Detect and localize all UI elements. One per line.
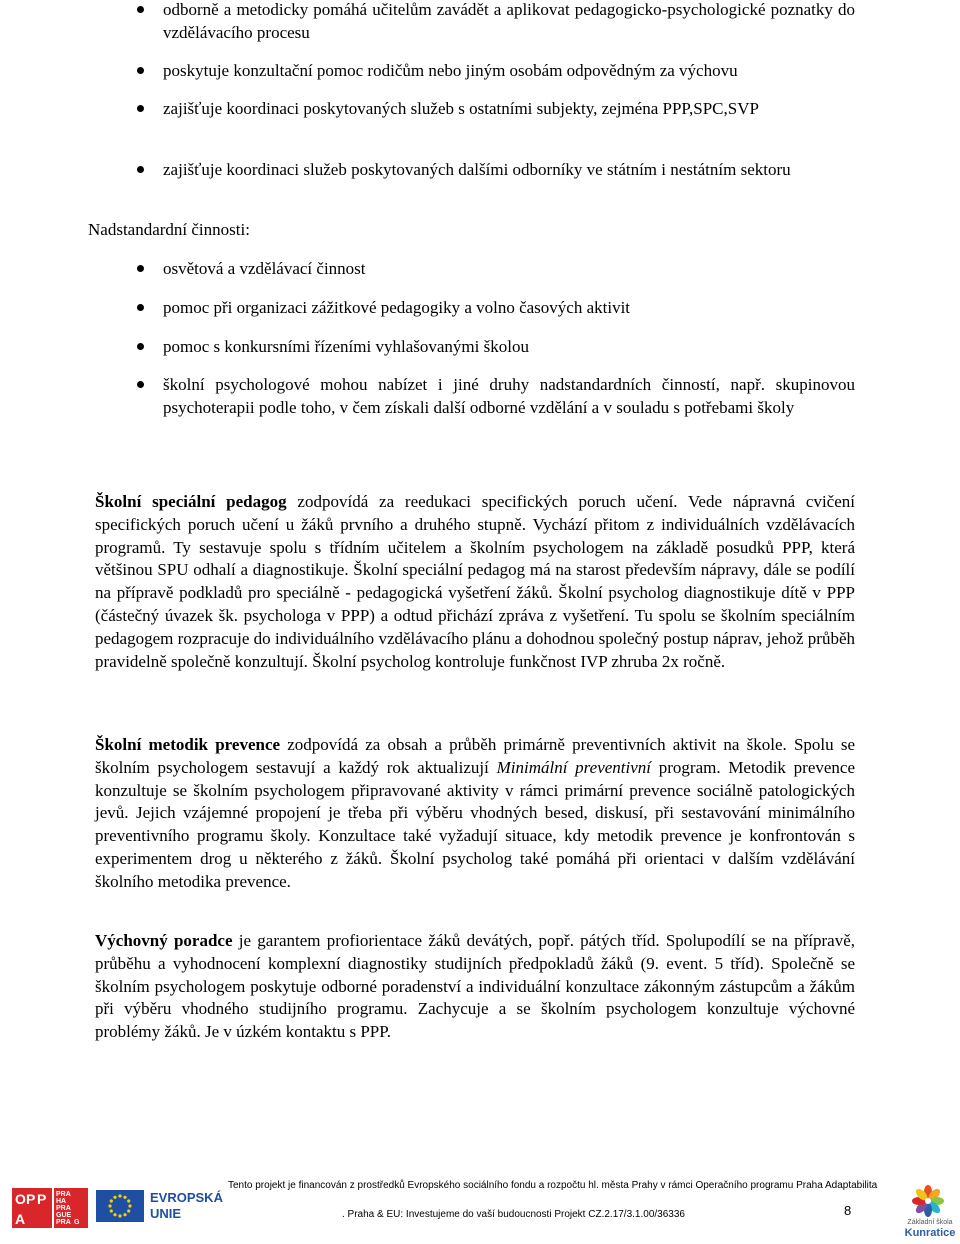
- page-footer: [0, 1170, 960, 1244]
- opp-letter: O: [15, 1191, 26, 1207]
- bullet-text: pomoc s konkursními řízeními vyhlašovanými školou: [163, 337, 529, 356]
- bullet-item: [163, 297, 855, 320]
- bullet-item: [163, 0, 855, 44]
- bullet-dot-icon: [137, 166, 144, 173]
- bullet-text: osvětová a vzdělávací činnost: [163, 259, 366, 278]
- praha-text: PRA: [56, 1219, 71, 1226]
- praha-text: PRA: [56, 1205, 71, 1212]
- bullet-text: pomoc při organizaci zážitkové pedagogiky a volno časových aktivit: [163, 298, 631, 317]
- bullet-dot-icon: [137, 343, 144, 350]
- praha-text: GUE: [56, 1212, 72, 1219]
- bullet-text: školní psychologové mohou nabízet i jiné druhy nadstandardních činností, např. skupinovou psychoterapii podle toho, v čem získali další odborné vzdělání a v souladu s potřebami školy: [163, 375, 855, 417]
- footer-funding-text: Tento projekt je financován z prostředků Evropského sociálního fondu a rozpočtu hl. města Prahy v rámci Operačního programu Praha Adaptabilita: [228, 1180, 878, 1191]
- bullet-dot-icon: [137, 304, 144, 311]
- praha-text: HA: [56, 1198, 67, 1205]
- bullet-item: [163, 98, 855, 121]
- eu-flag-icon: [96, 1190, 144, 1222]
- eu-label-line: UNIE: [150, 1206, 182, 1221]
- eu-label: [150, 1190, 223, 1222]
- bullet-dot-icon: [137, 265, 144, 272]
- paragraph-vychovny-poradce: [95, 930, 855, 1044]
- bullet-text: zajišťuje koordinaci poskytovaných služeb s ostatními subjekty, zejména PPP,SPC,SVP: [163, 99, 759, 118]
- bullet-item: [163, 374, 855, 419]
- school-small-label: Základní škola: [907, 1219, 953, 1226]
- paragraph-body: zodpovídá za obsah a průběh primárně preventivních aktivit na škole. Spolu se školním psychologem sestavují a každý rok aktualizují: [95, 735, 856, 777]
- bullet-item: [163, 336, 855, 359]
- bullet-dot-icon: [137, 67, 144, 74]
- bullet-item: [163, 60, 855, 83]
- paragraph-body: zodpovídá za reedukaci specifických poruch učení. Vede nápravná cvičení specifických poruch učení u žáků prvního a druhého stupně. Vychází přitom z individuálních vzdělávacích programů. Ty sestavuje spolu s třídním učitelem a školním psychologem na základě posudků PPP, která většinou SPU odhalí a diagnostikuje. Školní speciální pedagog má na starost především nápravy, dále se podílí na přípravě podkladů pro speciálně - pedagogická vyšetření žáků. Školní psycholog diagnostikuje dítě v PPP (částečný úvazek šk. psychologa v PPP) a odtud přichází zpráva z vyšetření. Tu spolu se školním speciálním pedagogem rozpracuje do individuálního vzdělávacího plánu a dohodnou společný postup náprav, jehož průběh pravidelně společně konzultují. Školní psycholog kontroluje funkčnost IVP zhruba 2x ročně.: [95, 492, 855, 671]
- page-number: 8: [844, 1203, 852, 1218]
- bullet-dot-icon: [137, 381, 144, 388]
- nadstandard-heading: Nadstandardní činnosti:: [88, 220, 250, 239]
- bullet-item: [163, 159, 855, 182]
- praha-text: G: [74, 1219, 80, 1226]
- bullet-text: zajišťuje koordinaci služeb poskytovaných dalšími odborníky ve státním i nestátním sektoru: [163, 160, 791, 179]
- school-big-label: Kunratice: [904, 1227, 956, 1239]
- opp-letter: P: [26, 1191, 36, 1207]
- eu-label-line: EVROPSKÁ: [150, 1190, 223, 1205]
- opp-letter: A: [15, 1211, 26, 1227]
- paragraph-title: Školní speciální pedagog: [95, 492, 287, 511]
- paragraph-body: program. Metodik prevence konzultuje se školním psychologem připravované aktivity v rámci primární prevence sociálně patologických jevů. Jejich vzájemné propojení je třeba při výběru vhodných besed, diskusí, při sestavování minimálního preventivního programu školy. Konzultace také vyžadují situace, kdy metodik prevence je konfrontován s experimentem drog u některého z žáků. Školní psycholog také pomáhá při orientaci v dalším vzdělávání školního metodika prevence.: [95, 757, 856, 891]
- paragraph-title: Výchovný poradce: [95, 931, 233, 950]
- bullet-dot-icon: [137, 6, 144, 13]
- bullet-text: poskytuje konzultační pomoc rodičům nebo jiným osobám odpovědným za výchovu: [163, 61, 738, 80]
- school-logo-text: [902, 1218, 958, 1239]
- paragraph-italic: Minimální preventivní: [496, 757, 652, 777]
- bullet-item: [163, 258, 855, 281]
- paragraph-body: je garantem profiorientace žáků devátých, popř. pátých tříd. Spolupodílí se na přípravě, průběhu a vyhodnocení komplexní diagnostiky studijních předpokladů žáků (9. event. 5 tříd). Společně se školním psychologem poskytuje odborné poradenství a individuální konzultace zákonným zástupcům a žákům při výběru vhodného studijního programu. Zachycuje a se školním psychologem konzultuje výchovné problémy žáků. Je v úzkém kontaktu s PPP.: [95, 931, 855, 1042]
- paragraph-metodik-prevence: [95, 734, 855, 894]
- praha-text: PRA: [56, 1191, 71, 1198]
- bullet-text: odborně a metodicky pomáhá učitelům zavádět a aplikovat pedagogicko-psychologické poznatky do vzdělávacího procesu: [163, 0, 855, 42]
- opp-letter: P: [37, 1191, 47, 1207]
- paragraph-special-pedagog: [95, 491, 855, 673]
- bullet-dot-icon: [137, 105, 144, 112]
- paragraph-title: Školní metodik prevence: [95, 735, 281, 754]
- footer-project-text: . Praha & EU: Investujeme do vaší budoucnosti Projekt CZ.2.17/3.1.00/36336: [342, 1209, 685, 1220]
- opp-praha-logo: [12, 1188, 90, 1228]
